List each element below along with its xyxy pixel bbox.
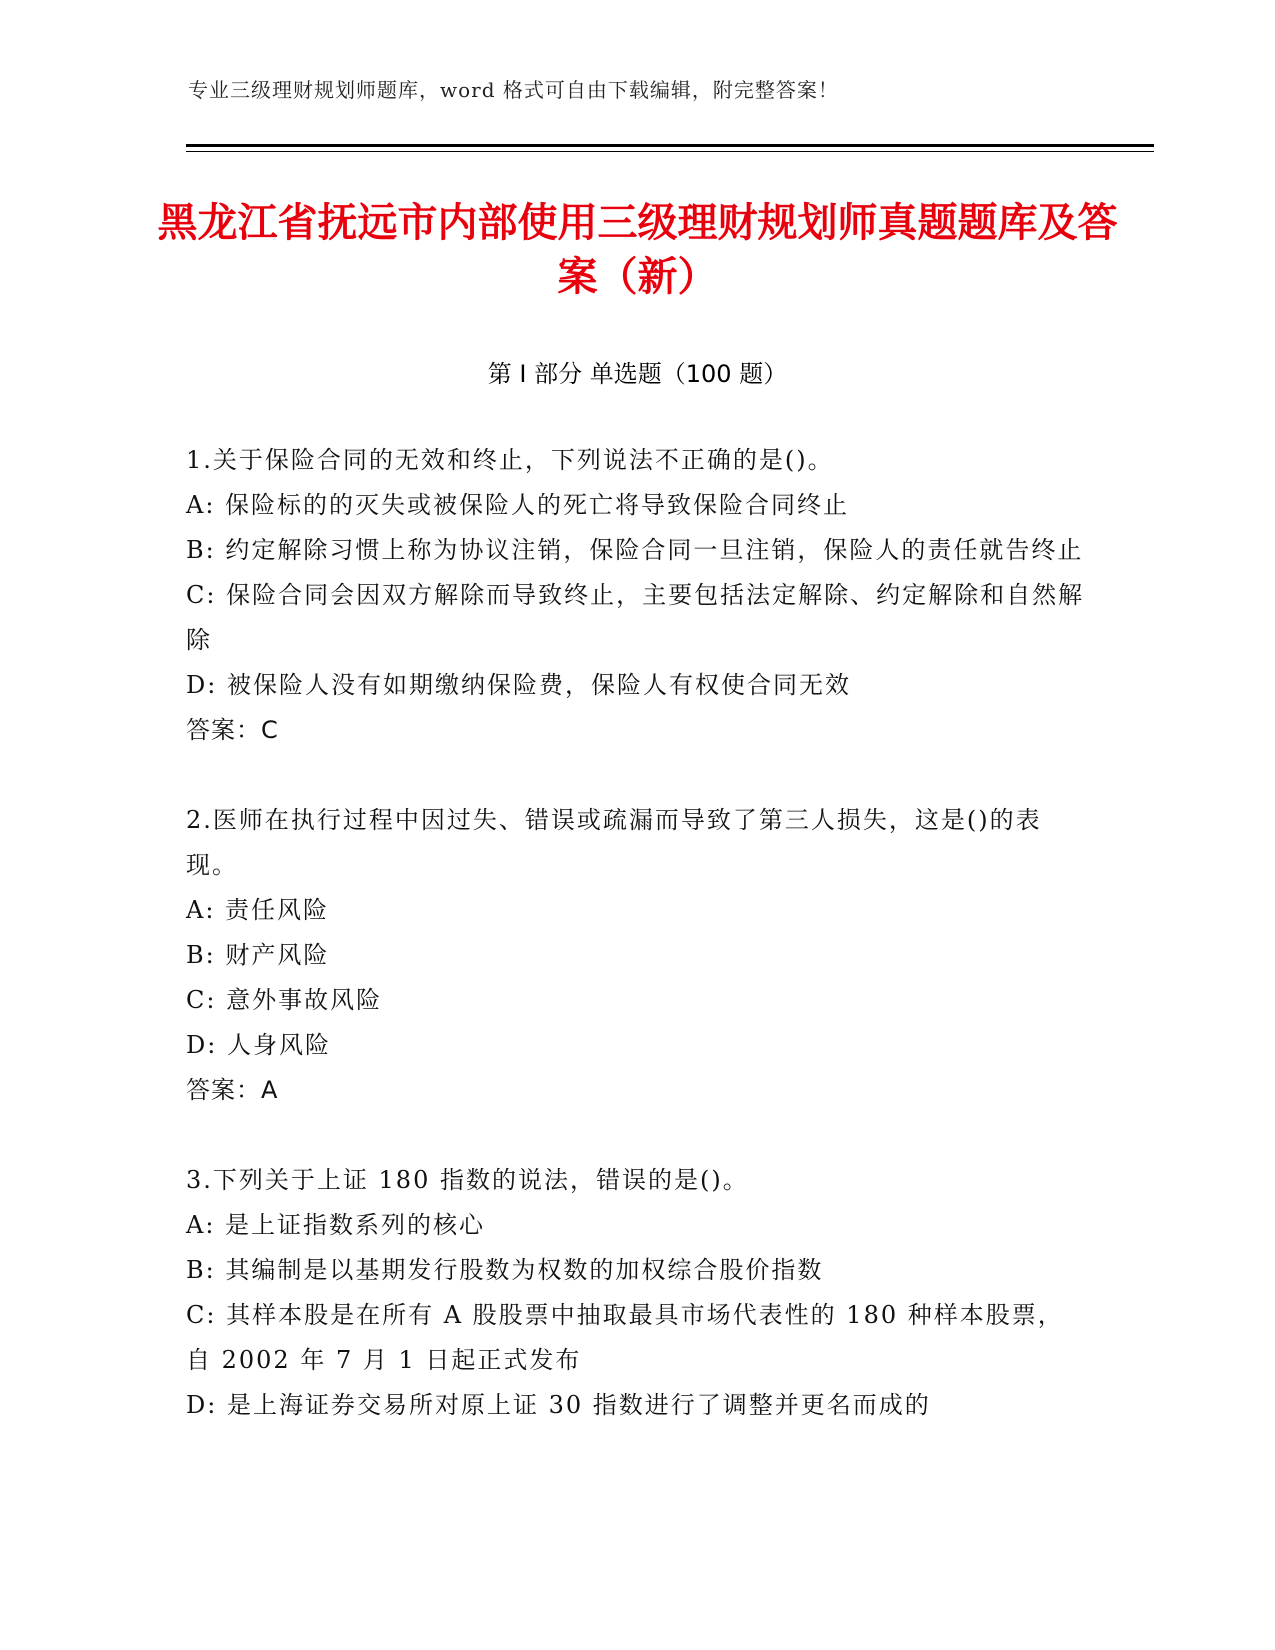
question-text: 1.关于保险合同的无效和终止，下列说法不正确的是()。 — [186, 446, 834, 474]
question-2 — [186, 798, 1086, 1113]
question-list — [186, 438, 1086, 1473]
header-rule-thick — [186, 144, 1154, 147]
document-title: 黑龙江省抚远市内部使用三级理财规划师真题题库及答案（新） — [157, 200, 1118, 300]
header-rule-thin — [186, 151, 1154, 152]
option-d: D: 是上海证券交易所对原上证 30 指数进行了调整并更名而成的 — [186, 1391, 931, 1419]
option-d: D: 被保险人没有如期缴纳保险费，保险人有权使合同无效 — [186, 671, 851, 699]
option-b: B: 约定解除习惯上称为协议注销，保险合同一旦注销，保险人的责任就告终止 — [186, 536, 1084, 564]
answer: 答案：A — [186, 1076, 279, 1104]
option-a: A: 责任风险 — [186, 896, 330, 924]
option-c: C: 意外事故风险 — [186, 986, 383, 1014]
option-a: A: 保险标的的灭失或被保险人的死亡将导致保险合同终止 — [186, 491, 850, 519]
option-d: D: 人身风险 — [186, 1031, 331, 1059]
header-note: 专业三级理财规划师题库，word 格式可自由下载编辑，附完整答案！ — [188, 78, 839, 102]
question-3 — [186, 1158, 1086, 1428]
option-a: A: 是上证指数系列的核心 — [186, 1211, 486, 1239]
section-title: 第 I 部分 单选题（100 题） — [487, 360, 788, 388]
question-text: 2.医师在执行过程中因过失、错误或疏漏而导致了第三人损失，这是()的表现。 — [186, 806, 1042, 879]
question-1 — [186, 438, 1086, 753]
option-b: B: 其编制是以基期发行股数为权数的加权综合股价指数 — [186, 1256, 824, 1284]
option-c: C: 保险合同会因双方解除而导致终止，主要包括法定解除、约定解除和自然解除 — [186, 581, 1085, 654]
answer: 答案：C — [186, 716, 279, 744]
question-text: 3.下列关于上证 180 指数的说法，错误的是()。 — [186, 1166, 749, 1194]
option-c: C: 其样本股是在所有 A 股股票中抽取最具市场代表性的 180 种样本股票，自 2002 年 7 月 1 日起正式发布 — [186, 1301, 1064, 1374]
option-b: B: 财产风险 — [186, 941, 330, 969]
